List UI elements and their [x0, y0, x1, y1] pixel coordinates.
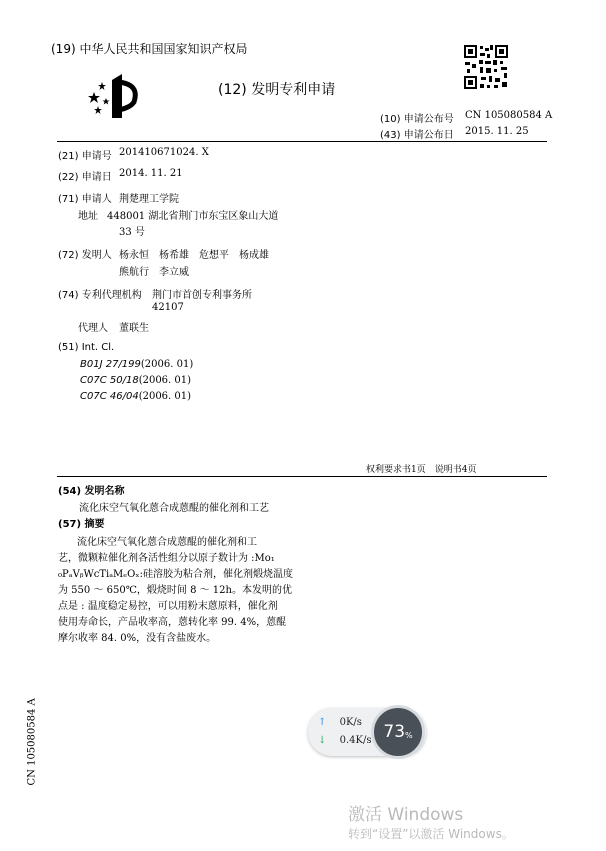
abstract-line: 使用寿命长，产品收率高，蒽转化率 99. 4%，蒽醌 — [58, 617, 287, 628]
ipc-entry: C07C 46/04(2006. 01) — [80, 391, 192, 402]
application-date: 2014. 11. 21 — [119, 168, 183, 179]
agency-label: (74) 专利代理机构 — [58, 290, 142, 301]
ipc-entry: C07C 50/18(2006. 01) — [80, 375, 192, 386]
document-type: (12) 发明专利申请 — [218, 82, 336, 98]
section-divider — [57, 476, 547, 477]
patent-office-emblem-icon — [88, 72, 146, 120]
download-speed-row — [318, 735, 371, 746]
abstract-label: (57) 摘要 — [58, 519, 105, 530]
pages-info: 权利要求书1页 说明书4页 — [366, 465, 477, 475]
applicant: 荆楚理工学院 — [119, 194, 179, 205]
application-number-label: (21) 申请号 — [58, 151, 112, 162]
activation-watermark-title: 激活 Windows — [348, 805, 464, 825]
download-speed: 0.4K/s — [339, 735, 372, 746]
invention-title: 流化床空气氧化蒽合成蒽醌的催化剂和工艺 — [79, 503, 269, 514]
invention-title-label: (54) 发明名称 — [58, 486, 125, 497]
upload-speed-row — [318, 717, 362, 728]
header-divider — [57, 141, 547, 142]
office-name: (19) 中华人民共和国国家知识产权局 — [51, 42, 248, 56]
inventors-label: (72) 发明人 — [58, 250, 112, 261]
upload-arrow-icon: ↑ — [318, 717, 327, 728]
abstract-line: 艺，微颗粒催化剂各活性组分以原子数计为 :Mo₁ — [58, 553, 275, 564]
publication-date: 2015. 11. 25 — [465, 126, 529, 137]
ipc-entry: B01J 27/199(2006. 01) — [80, 359, 194, 370]
publication-number-label: (10) 申请公布号 — [380, 114, 454, 125]
agency-code: 42107 — [152, 302, 184, 313]
abstract-line: ₀PₐVᵦWcTiₐMₑOₓ:硅溶胶为粘合剂，催化剂煅烧温度 — [58, 569, 293, 580]
ipc-label: (51) Int. Cl. — [58, 342, 115, 353]
agent: 董联生 — [119, 323, 149, 334]
applicant-label: (71) 申请人 — [58, 194, 112, 205]
side-publication-number: CN 105080584 A — [26, 698, 38, 786]
address-line-1: 448001 湖北省荆门市东宝区象山大道 — [107, 211, 279, 222]
download-arrow-icon: ↓ — [318, 735, 327, 746]
abstract-line: 摩尔收率 84. 0%，没有含盐废水。 — [58, 633, 217, 644]
qr-code — [463, 44, 509, 90]
upload-speed: 0K/s — [339, 717, 362, 728]
address-line-2: 33 号 — [119, 227, 145, 238]
inventors-line-1: 杨永恒 杨希雄 危想平 杨成雄 — [119, 250, 269, 261]
inventors-line-2: 熊航行 李立威 — [119, 267, 189, 278]
abstract-line: 点是 : 温度稳定易控，可以用粉末蒽原料，催化剂 — [58, 601, 278, 612]
publication-date-label: (43) 申请公布日 — [380, 130, 454, 141]
activation-watermark-subtitle: 转到“设置”以激活 Windows。 — [348, 827, 514, 841]
publication-number: CN 105080584 A — [465, 110, 553, 121]
abstract-line: 流化床空气氧化蒽合成蒽醌的催化剂和工 — [77, 537, 257, 548]
application-number: 201410671024. X — [119, 147, 209, 158]
usage-percent-unit: % — [405, 730, 413, 740]
usage-percent: 73 — [383, 722, 406, 742]
agency: 荆门市首创专利事务所 — [152, 290, 252, 301]
application-date-label: (22) 申请日 — [58, 172, 112, 183]
memory-usage-gauge[interactable] — [371, 705, 425, 759]
agent-label: 代理人 — [78, 323, 108, 334]
address-label: 地址 — [78, 211, 98, 222]
abstract-line: 为 550 ～ 650℃，煅烧时间 8 ～ 12h。本发明的优 — [58, 585, 292, 596]
abstract-text — [58, 535, 300, 647]
